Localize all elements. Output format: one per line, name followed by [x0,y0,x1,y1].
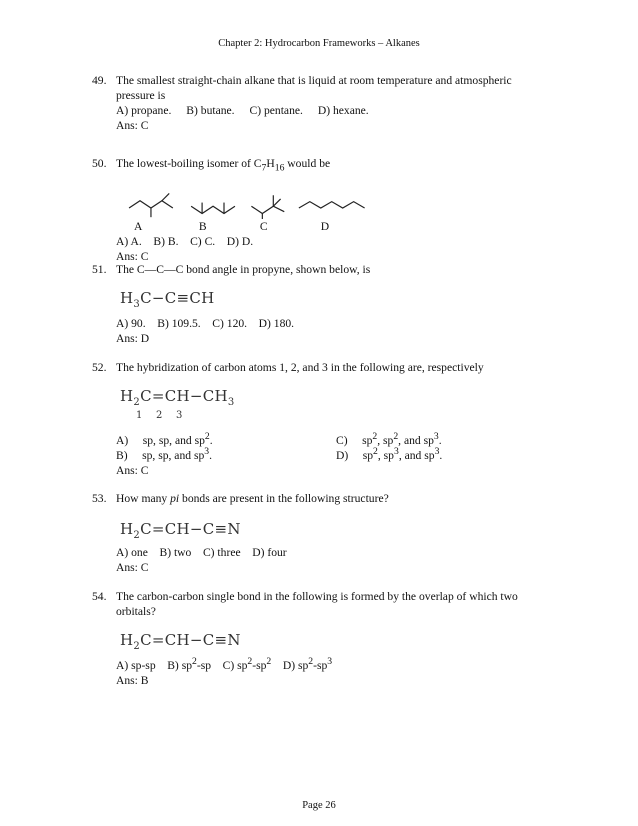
question-text: The C—C—C bond angle in propyne, shown below, is [116,263,371,276]
answer-options: A) 90. B) 109.5. C) 120. D) 180. [116,317,295,330]
answer-key: Ans: C [116,250,149,263]
question-number: 52. [92,361,107,374]
answer-key: Ans: C [116,464,149,477]
option-c: C) pentane. [249,104,303,117]
answer-key: Ans: C [116,119,149,132]
question-text: The carbon-carbon single bond in the following is formed by the overlap of which two [116,590,518,603]
option-b: B) butane. [186,104,235,117]
label-b: B [198,220,207,233]
label-d: D [320,220,330,233]
question-53 [92,491,562,575]
options-row-2: B) sp, sp, and $sp^3$. D) $sp^2$, $sp^3$, and $sp^3$. [116,446,443,462]
answer-key: Ans: C [116,561,149,574]
question-number: 50. [92,157,107,170]
question-text-cont: orbitals? [116,605,156,618]
question-number: 51. [92,263,107,276]
question-49 [92,73,562,133]
answer-options: A) sp-sp B) $sp^2-sp$ C) $sp^2-sp^2$ D) $sp^2-sp^3$ [116,656,333,672]
carbon-numbers: 1 2 3 [136,410,183,421]
answer-key: Ans: D [116,332,150,345]
label-a: A [134,220,143,233]
question-54 [92,589,562,688]
answer-options: A) one B) two C) three D) four [116,546,287,559]
question-text-cont: pressure is [116,89,166,102]
question-text: The lowest-boiling isomer of $C_7H_{16}$ would be [116,157,331,174]
question-52 [92,360,562,478]
question-text: The smallest straight-chain alkane that is liquid at room temperature and atmospheric [116,74,512,87]
question-number: 49. [92,74,107,87]
answer-key: Ans: B [116,674,149,687]
isomer-structures [116,177,416,219]
label-c: C [259,220,268,233]
page-footer: Page 26 [302,800,336,811]
structure-a [129,201,173,208]
question-51 [92,262,562,346]
option-d: D) hexane. [317,104,369,117]
acrylonitrile-formula: $H_2C=CH-C\equiv N$ [120,631,241,652]
question-number: 54. [92,590,107,603]
answer-options [116,103,562,118]
question-text: The hybridization of carbon atoms 1, 2, and 3 in the following are, respectively [116,361,484,374]
propyne-formula: $H_3C-C\equiv CH$ [120,289,215,310]
question-text: How many pi bonds are present in the following structure? [116,492,389,505]
structure-c [251,206,284,213]
options-row-1: A) sp, sp, and $sp^2$. C) $sp^2$, $sp^2$, and $sp^3$. [116,431,442,447]
page-header: Chapter 2: Hydrocarbon Frameworks – Alkanes [218,38,420,49]
answer-options: A) A. B) B. C) C. D) D. [116,235,254,248]
structure-labels [116,219,562,234]
structure-d [299,202,365,208]
propene-formula: $H_2C=CH-CH_3$ [120,387,235,408]
option-a: A) propane. [116,104,172,117]
structure-b [191,206,235,213]
acrylonitrile-formula: $H_2C=CH-C\equiv N$ [120,520,241,541]
question-number: 53. [92,492,107,505]
question-50 [92,156,562,264]
